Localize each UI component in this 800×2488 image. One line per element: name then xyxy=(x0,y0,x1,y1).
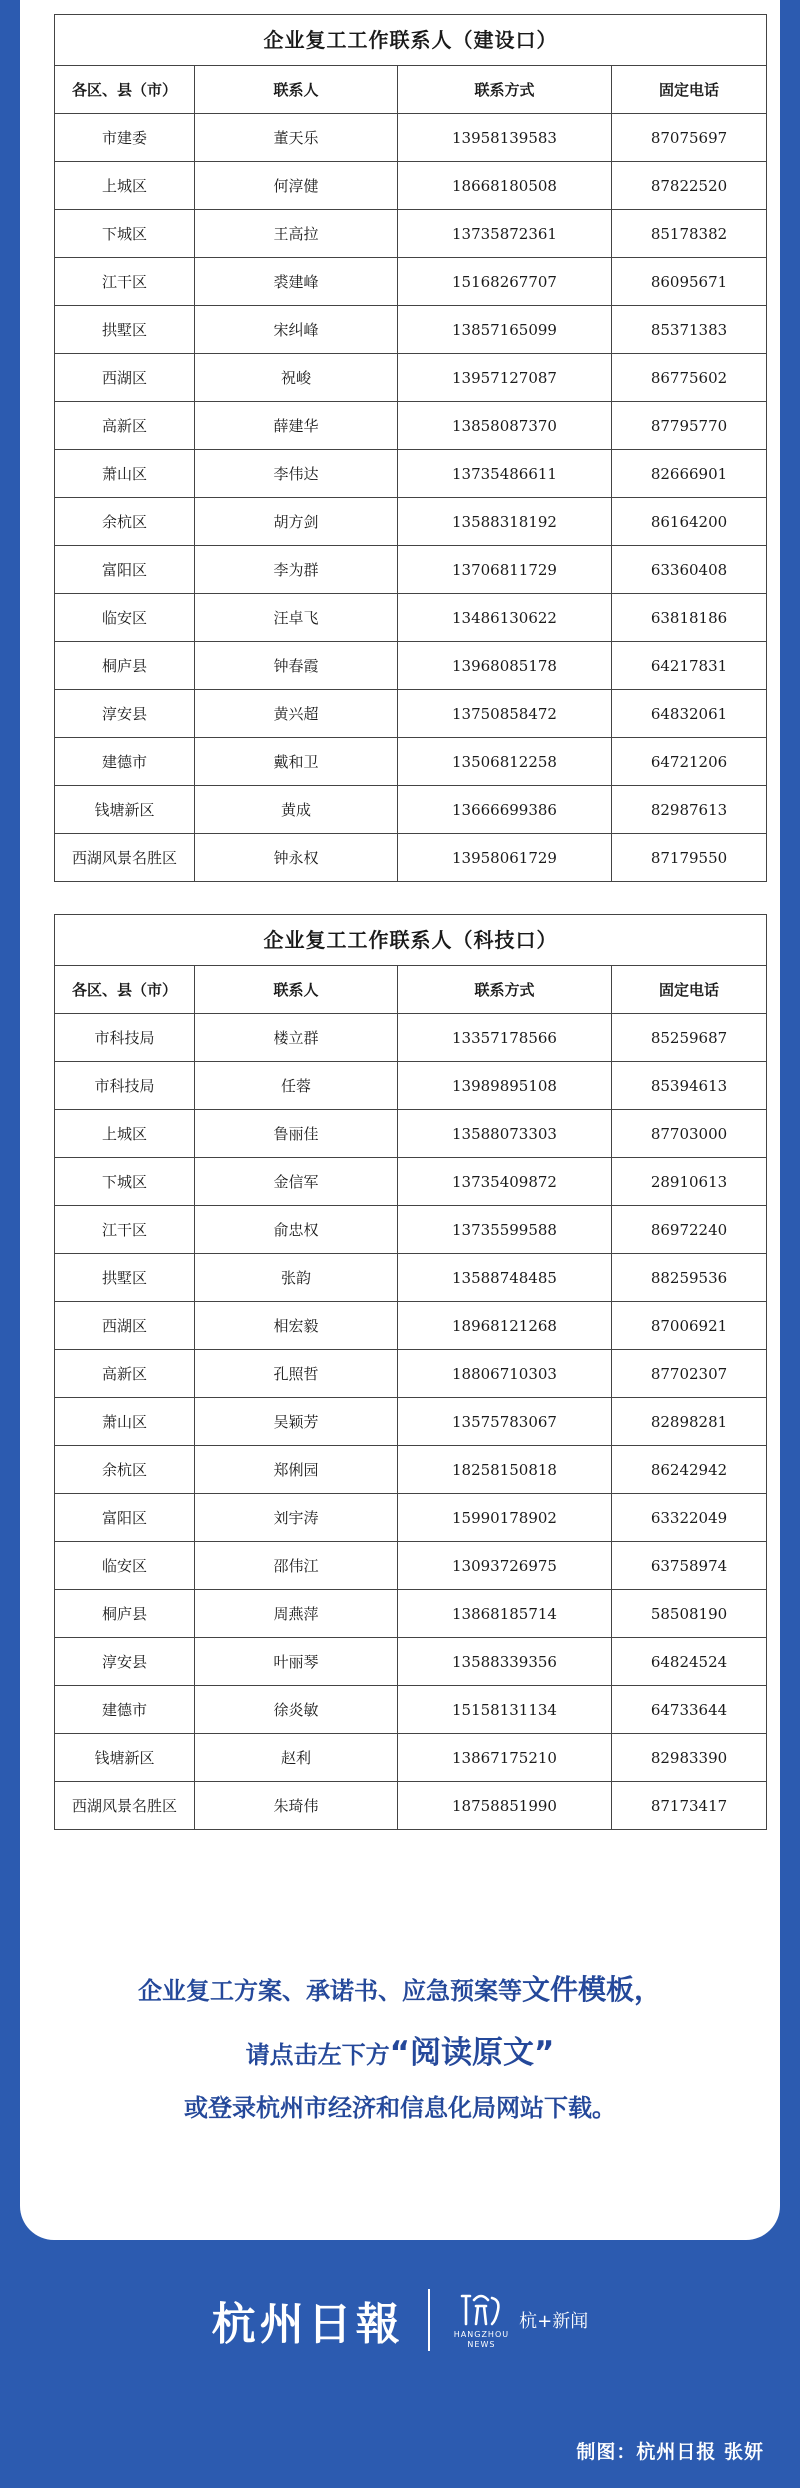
construction-contacts-table xyxy=(54,14,767,882)
cell-mobile: 13588073303 xyxy=(398,1110,612,1158)
cell-landline: 64733644 xyxy=(612,1686,767,1734)
cell-mobile: 13735409872 xyxy=(398,1158,612,1206)
cell-mobile: 13750858472 xyxy=(398,690,612,738)
notice-text: 企业复工方案、承诺书、应急预案等 xyxy=(137,1977,522,2005)
cell-district: 淳安县 xyxy=(55,1638,195,1686)
cell-contact: 刘宇涛 xyxy=(195,1494,398,1542)
cell-mobile: 18668180508 xyxy=(398,162,612,210)
cell-landline: 82666901 xyxy=(612,450,767,498)
cell-mobile: 13575783067 xyxy=(398,1398,612,1446)
cell-district: 上城区 xyxy=(55,1110,195,1158)
cell-contact: 郑俐园 xyxy=(195,1446,398,1494)
cell-contact: 薛建华 xyxy=(195,402,398,450)
table-row xyxy=(55,1686,767,1734)
table-row xyxy=(55,1014,767,1062)
cell-district: 临安区 xyxy=(55,1542,195,1590)
table-row xyxy=(55,1062,767,1110)
table-row xyxy=(55,1494,767,1542)
cell-district: 江干区 xyxy=(55,1206,195,1254)
cell-district: 高新区 xyxy=(55,402,195,450)
table-row xyxy=(55,1350,767,1398)
cell-mobile: 13706811729 xyxy=(398,546,612,594)
cell-mobile: 13588748485 xyxy=(398,1254,612,1302)
table-row xyxy=(55,1110,767,1158)
table-row xyxy=(55,594,767,642)
cell-district: 余杭区 xyxy=(55,1446,195,1494)
cell-landline: 63818186 xyxy=(612,594,767,642)
cell-mobile: 13486130622 xyxy=(398,594,612,642)
cell-district: 西湖风景名胜区 xyxy=(55,1782,195,1830)
cell-district: 建德市 xyxy=(55,738,195,786)
cell-district: 高新区 xyxy=(55,1350,195,1398)
cell-landline: 87075697 xyxy=(612,114,767,162)
cell-district: 建德市 xyxy=(55,1686,195,1734)
table-row xyxy=(55,1254,767,1302)
cell-district: 富阳区 xyxy=(55,1494,195,1542)
cell-landline: 82987613 xyxy=(612,786,767,834)
cell-mobile: 18258150818 xyxy=(398,1446,612,1494)
cell-contact: 吴颖芳 xyxy=(195,1398,398,1446)
cell-district: 拱墅区 xyxy=(55,1254,195,1302)
cell-contact: 何淳健 xyxy=(195,162,398,210)
cell-contact: 张韵 xyxy=(195,1254,398,1302)
notice-text: 请点击左下方 xyxy=(245,2041,390,2069)
table-row xyxy=(55,210,767,258)
table-title: 企业复工工作联系人（科技口） xyxy=(54,914,767,965)
cell-district: 下城区 xyxy=(55,1158,195,1206)
header-landline: 固定电话 xyxy=(612,966,767,1014)
table-header-row xyxy=(55,966,767,1014)
cell-mobile: 13506812258 xyxy=(398,738,612,786)
table-row xyxy=(55,450,767,498)
cell-district: 余杭区 xyxy=(55,498,195,546)
cell-landline: 64832061 xyxy=(612,690,767,738)
cell-landline: 87795770 xyxy=(612,402,767,450)
table-row xyxy=(55,786,767,834)
cell-mobile: 13357178566 xyxy=(398,1014,612,1062)
cell-district: 萧山区 xyxy=(55,450,195,498)
cell-district: 上城区 xyxy=(55,162,195,210)
header-district: 各区、县（市） xyxy=(55,66,195,114)
cell-contact: 徐炎敏 xyxy=(195,1686,398,1734)
table-row xyxy=(55,354,767,402)
cell-mobile: 13588318192 xyxy=(398,498,612,546)
cell-landline: 63758974 xyxy=(612,1542,767,1590)
table-row xyxy=(55,1206,767,1254)
cell-landline: 87006921 xyxy=(612,1302,767,1350)
header-mobile: 联系方式 xyxy=(398,966,612,1014)
cell-landline: 85371383 xyxy=(612,306,767,354)
table-row xyxy=(55,1398,767,1446)
cell-district: 西湖区 xyxy=(55,1302,195,1350)
cell-contact: 相宏毅 xyxy=(195,1302,398,1350)
logo-sub-text: HANGZHOU xyxy=(453,2330,510,2339)
cell-mobile: 13588339356 xyxy=(398,1638,612,1686)
cell-contact: 邵伟江 xyxy=(195,1542,398,1590)
cell-landline: 63360408 xyxy=(612,546,767,594)
cell-district: 拱墅区 xyxy=(55,306,195,354)
cell-landline: 58508190 xyxy=(612,1590,767,1638)
cell-mobile: 18968121268 xyxy=(398,1302,612,1350)
cell-district: 市建委 xyxy=(55,114,195,162)
cell-mobile: 18806710303 xyxy=(398,1350,612,1398)
cell-landline: 86242942 xyxy=(612,1446,767,1494)
table-row xyxy=(55,1158,767,1206)
cell-landline: 86775602 xyxy=(612,354,767,402)
cell-landline: 87822520 xyxy=(612,162,767,210)
hangzhou-daily-logo: 杭州日報 xyxy=(211,2299,404,2350)
cell-district: 钱塘新区 xyxy=(55,786,195,834)
table-row xyxy=(55,114,767,162)
cell-district: 桐庐县 xyxy=(55,642,195,690)
cell-mobile: 13857165099 xyxy=(398,306,612,354)
cell-district: 临安区 xyxy=(55,594,195,642)
header-mobile: 联系方式 xyxy=(398,66,612,114)
table-row xyxy=(55,1446,767,1494)
cell-mobile: 13735486611 xyxy=(398,450,612,498)
cell-contact: 董天乐 xyxy=(195,114,398,162)
notice-line-2 xyxy=(20,2027,780,2072)
cell-landline: 86972240 xyxy=(612,1206,767,1254)
cell-contact: 李伟达 xyxy=(195,450,398,498)
table-row xyxy=(55,1782,767,1830)
cell-landline: 64217831 xyxy=(612,642,767,690)
cell-mobile: 15990178902 xyxy=(398,1494,612,1542)
cell-landline: 86164200 xyxy=(612,498,767,546)
cell-district: 西湖风景名胜区 xyxy=(55,834,195,882)
cell-contact: 鲁丽佳 xyxy=(195,1110,398,1158)
cell-district: 富阳区 xyxy=(55,546,195,594)
header-contact: 联系人 xyxy=(195,966,398,1014)
cell-landline: 87179550 xyxy=(612,834,767,882)
header-district: 各区、县（市） xyxy=(55,966,195,1014)
hangzhou-news-logo-icon xyxy=(454,2290,509,2350)
cell-contact: 汪卓飞 xyxy=(195,594,398,642)
cell-contact: 戴和卫 xyxy=(195,738,398,786)
cell-contact: 任蓉 xyxy=(195,1062,398,1110)
notice-line-1 xyxy=(20,1968,780,2008)
cell-contact: 朱琦伟 xyxy=(195,1782,398,1830)
cell-contact: 裘建峰 xyxy=(195,258,398,306)
cell-mobile: 13858087370 xyxy=(398,402,612,450)
header-landline: 固定电话 xyxy=(612,66,767,114)
cell-contact: 钟永权 xyxy=(195,834,398,882)
table-row xyxy=(55,834,767,882)
cell-landline: 64721206 xyxy=(612,738,767,786)
notice-emphasis: 文件模板， xyxy=(521,1973,662,2006)
table-row xyxy=(55,642,767,690)
cell-contact: 孔照哲 xyxy=(195,1350,398,1398)
cell-district: 市科技局 xyxy=(55,1014,195,1062)
cell-landline: 82983390 xyxy=(612,1734,767,1782)
app-name: 杭+新闻 xyxy=(519,2311,589,2332)
footer-brand xyxy=(0,2265,800,2375)
cell-mobile: 13958061729 xyxy=(398,834,612,882)
cell-mobile: 13957127087 xyxy=(398,354,612,402)
cell-district: 下城区 xyxy=(55,210,195,258)
table-row xyxy=(55,258,767,306)
table-row xyxy=(55,402,767,450)
table-row xyxy=(55,1638,767,1686)
table-header-row xyxy=(55,66,767,114)
table-row xyxy=(55,690,767,738)
cell-contact: 金信军 xyxy=(195,1158,398,1206)
cell-landline: 28910613 xyxy=(612,1158,767,1206)
cell-district: 桐庐县 xyxy=(55,1590,195,1638)
table-row xyxy=(55,1542,767,1590)
cell-landline: 63322049 xyxy=(612,1494,767,1542)
credit-line: 制图：杭州日报 张妍 xyxy=(576,2441,764,2463)
table-title: 企业复工工作联系人（建设口） xyxy=(54,14,767,65)
cell-district: 淳安县 xyxy=(55,690,195,738)
cell-contact: 周燕萍 xyxy=(195,1590,398,1638)
cell-landline: 87702307 xyxy=(612,1350,767,1398)
cell-mobile: 13093726975 xyxy=(398,1542,612,1590)
cell-mobile: 13735872361 xyxy=(398,210,612,258)
cell-landline: 82898281 xyxy=(612,1398,767,1446)
cell-landline: 87173417 xyxy=(612,1782,767,1830)
cell-mobile: 13867175210 xyxy=(398,1734,612,1782)
table-row xyxy=(55,1302,767,1350)
cell-contact: 赵利 xyxy=(195,1734,398,1782)
cell-mobile: 13868185714 xyxy=(398,1590,612,1638)
cell-mobile: 13958139583 xyxy=(398,114,612,162)
cell-mobile: 13735599588 xyxy=(398,1206,612,1254)
cell-contact: 祝峻 xyxy=(195,354,398,402)
cell-contact: 黄成 xyxy=(195,786,398,834)
logo-sub-text: NEWS xyxy=(467,2340,496,2349)
table-row xyxy=(55,162,767,210)
table-row xyxy=(55,738,767,786)
cell-contact: 钟春霞 xyxy=(195,642,398,690)
cell-contact: 王高拉 xyxy=(195,210,398,258)
footer-divider xyxy=(428,2289,430,2351)
cell-contact: 李为群 xyxy=(195,546,398,594)
cell-district: 萧山区 xyxy=(55,1398,195,1446)
cell-contact: 俞忠权 xyxy=(195,1206,398,1254)
table-row xyxy=(55,1734,767,1782)
cell-mobile: 13989895108 xyxy=(398,1062,612,1110)
cell-contact: 宋纠峰 xyxy=(195,306,398,354)
notice-line-3: 或登录杭州市经济和信息化局网站下载。 xyxy=(184,2094,616,2122)
cell-contact: 黄兴超 xyxy=(195,690,398,738)
cell-landline: 88259536 xyxy=(612,1254,767,1302)
cell-landline: 86095671 xyxy=(612,258,767,306)
cell-district: 钱塘新区 xyxy=(55,1734,195,1782)
cell-mobile: 13968085178 xyxy=(398,642,612,690)
cell-landline: 85394613 xyxy=(612,1062,767,1110)
table-row xyxy=(55,306,767,354)
cell-mobile: 13666699386 xyxy=(398,786,612,834)
cell-mobile: 15158131134 xyxy=(398,1686,612,1734)
header-contact: 联系人 xyxy=(195,66,398,114)
cell-landline: 64824524 xyxy=(612,1638,767,1686)
cell-mobile: 18758851990 xyxy=(398,1782,612,1830)
cell-contact: 楼立群 xyxy=(195,1014,398,1062)
content-card xyxy=(20,0,780,2240)
cell-landline: 87703000 xyxy=(612,1110,767,1158)
cell-landline: 85178382 xyxy=(612,210,767,258)
read-original-link[interactable]: “阅读原文” xyxy=(389,2035,555,2071)
table-row xyxy=(55,546,767,594)
cell-district: 市科技局 xyxy=(55,1062,195,1110)
cell-district: 江干区 xyxy=(55,258,195,306)
table-row xyxy=(55,498,767,546)
cell-landline: 85259687 xyxy=(612,1014,767,1062)
technology-contacts-table xyxy=(54,914,767,1830)
cell-district: 西湖区 xyxy=(55,354,195,402)
cell-contact: 叶丽琴 xyxy=(195,1638,398,1686)
cell-mobile: 15168267707 xyxy=(398,258,612,306)
table-row xyxy=(55,1590,767,1638)
cell-contact: 胡方剑 xyxy=(195,498,398,546)
